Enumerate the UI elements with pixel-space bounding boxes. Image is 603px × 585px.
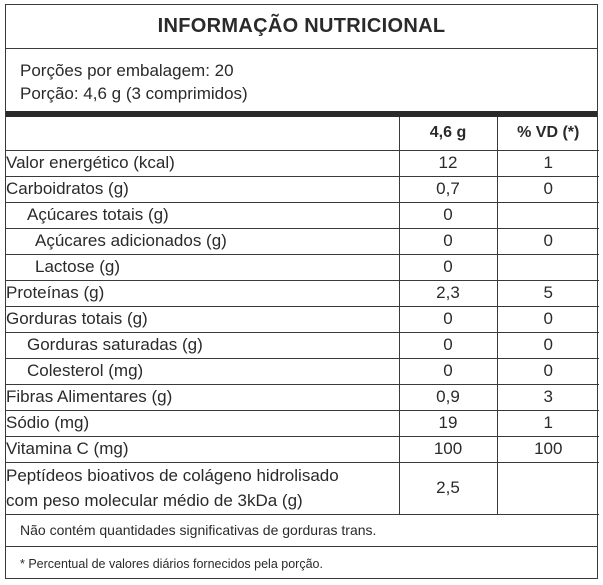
row-vd (497, 462, 599, 514)
row-label: Valor energético (kcal) (6, 150, 399, 176)
table-row (6, 228, 599, 254)
row-amount: 100 (399, 436, 497, 462)
row-vd: 100 (497, 436, 599, 462)
table-row (6, 254, 599, 280)
row-vd: 0 (497, 358, 599, 384)
row-label: Açúcares adicionados (g) (6, 228, 399, 254)
table-row (6, 410, 599, 436)
row-label: Lactose (g) (6, 254, 399, 280)
serving-info (6, 49, 597, 117)
table-row (6, 384, 599, 410)
trans-fat-note: Não contém quantidades significativas de gorduras trans. (6, 520, 597, 547)
row-vd: 1 (497, 410, 599, 436)
row-label: Açúcares totais (g) (6, 202, 399, 228)
header-amount: 4,6 g (399, 117, 497, 150)
row-label: Colesterol (mg) (6, 358, 399, 384)
table-row (6, 306, 599, 332)
row-amount: 19 (399, 410, 497, 436)
row-amount: 2,3 (399, 280, 497, 306)
row-label: Gorduras totais (g) (6, 306, 399, 332)
footnote: * Percentual de valores diários fornecidos pela porção. (20, 557, 323, 571)
table-row (6, 462, 599, 514)
row-vd: 0 (497, 176, 599, 202)
table-row (6, 332, 599, 358)
row-label-line: com peso molecular médio de 3kDa (g) (6, 491, 303, 510)
row-label: Vitamina C (mg) (6, 436, 399, 462)
table-row (6, 202, 599, 228)
nutrition-facts-panel (5, 4, 598, 579)
table-row (6, 436, 599, 462)
table-row (6, 150, 599, 176)
panel-title: INFORMAÇÃO NUTRICIONAL (6, 5, 597, 49)
row-amount: 0 (399, 306, 497, 332)
row-amount: 12 (399, 150, 497, 176)
header-blank (6, 117, 399, 150)
row-label: Gorduras saturadas (g) (6, 332, 399, 358)
row-amount: 0 (399, 254, 497, 280)
row-label: Fibras Alimentares (g) (6, 384, 399, 410)
row-vd: 1 (497, 150, 599, 176)
row-amount: 0 (399, 202, 497, 228)
row-amount: 0 (399, 332, 497, 358)
row-vd: 3 (497, 384, 599, 410)
row-label-line: Peptídeos bioativos de colágeno hidrolisado (6, 466, 339, 485)
portion-size: Porção: 4,6 g (3 comprimidos) (20, 84, 248, 103)
row-label: Proteínas (g) (6, 280, 399, 306)
table-header-row (6, 117, 599, 150)
row-amount: 0 (399, 358, 497, 384)
row-label: Carboidratos (g) (6, 176, 399, 202)
servings-per-package: Porções por embalagem: 20 (20, 61, 234, 80)
row-amount: 0,7 (399, 176, 497, 202)
header-vd: % VD (*) (497, 117, 599, 150)
table-row (6, 280, 599, 306)
row-amount: 0,9 (399, 384, 497, 410)
row-label (6, 462, 399, 514)
row-vd: 5 (497, 280, 599, 306)
row-vd (497, 202, 599, 228)
row-vd: 0 (497, 228, 599, 254)
nutrition-table (6, 117, 599, 515)
table-row (6, 176, 599, 202)
row-amount: 0 (399, 228, 497, 254)
row-vd: 0 (497, 306, 599, 332)
row-amount: 2,5 (399, 462, 497, 514)
row-vd: 0 (497, 332, 599, 358)
row-label: Sódio (mg) (6, 410, 399, 436)
table-row (6, 358, 599, 384)
row-vd (497, 254, 599, 280)
